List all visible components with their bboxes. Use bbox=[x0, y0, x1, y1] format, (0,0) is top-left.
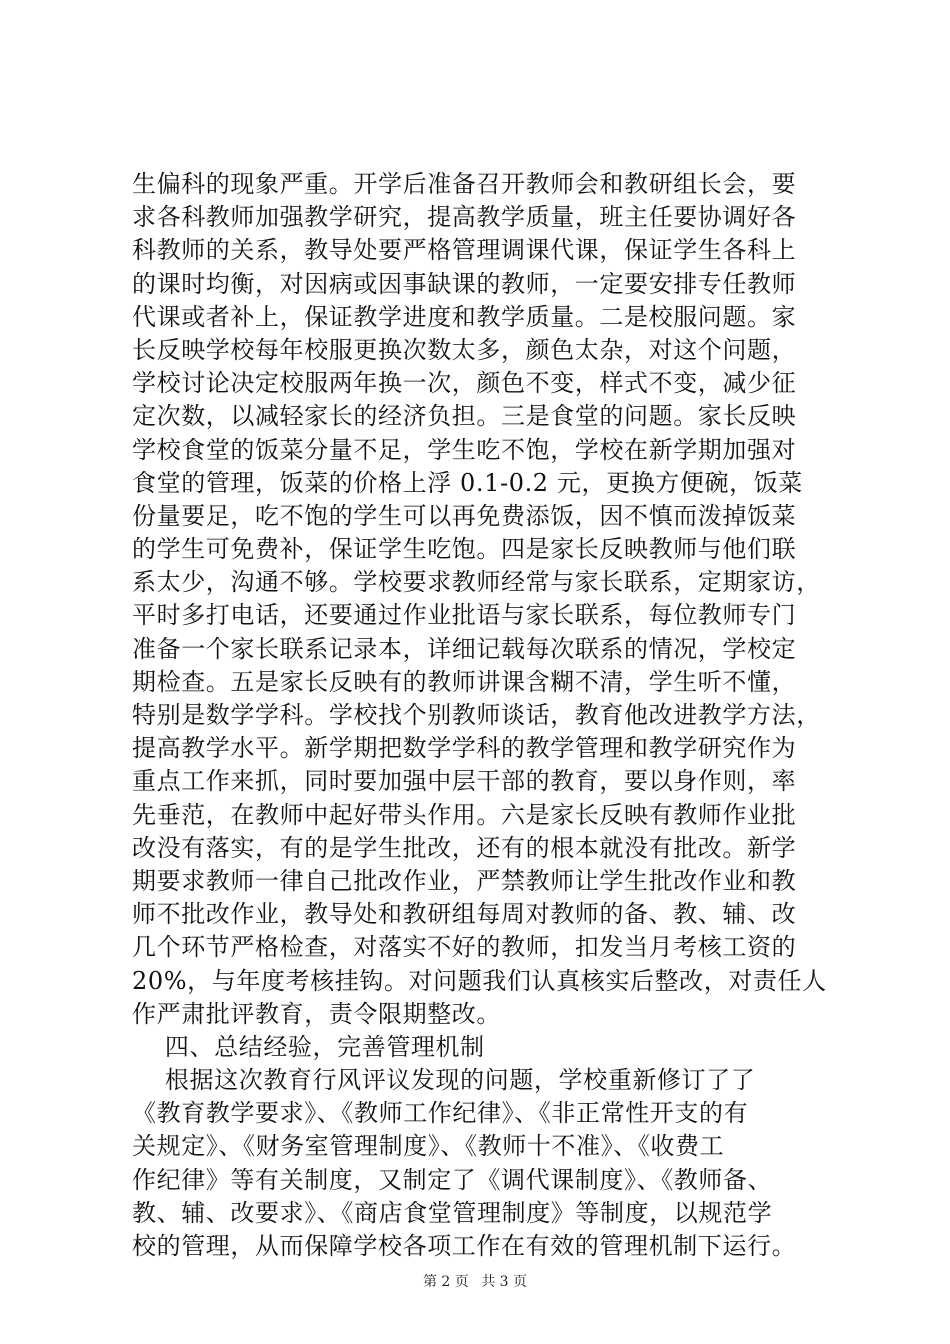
text-line: 求各科教师加强教学研究，提高教学质量，班主任要协调好各 bbox=[132, 203, 797, 232]
section-heading: 四、总结经验，完善管理机制 bbox=[132, 1032, 485, 1061]
text-line: 平时多打电话，还要通过作业批语与家长联系，每位教师专门 bbox=[132, 601, 797, 630]
text-line: 《教育教学要求》、《教师工作纪律》、《非正常性开支的有 bbox=[132, 1099, 749, 1128]
text-line: 校的管理，从而保障学校各项工作在有效的管理机制下运行。 bbox=[132, 1232, 797, 1260]
text-line: 几个环节严格检查，对落实不好的教师，扣发当月考核工资的 bbox=[132, 933, 797, 962]
text-line: 特别是数学学科。学校找个别教师谈话，教育他改进教学方法， bbox=[132, 701, 821, 729]
page-number: 第 2 页 bbox=[422, 1274, 469, 1290]
text-line: 准备一个家长联系记录本，详细记载每次联系的情况，学校定 bbox=[132, 634, 797, 663]
text-line: 关规定》、《财务室管理制度》、《教师十不准》、《收费工 bbox=[132, 1132, 725, 1161]
text-line: 提高教学水平。新学期把数学学科的教学管理和教学研究作为 bbox=[132, 734, 797, 763]
text-line: 作严肃批评教育，责令限期整改。 bbox=[132, 999, 501, 1028]
text-line: 重点工作来抓，同时要加强中层干部的教育，要以身作则，率 bbox=[132, 767, 797, 796]
text-line: 期检查。五是家长反映有的教师讲课含糊不清，学生听不懂， bbox=[132, 667, 797, 696]
text-line: 的学生可免费补，保证学生吃饱。四是家长反映教师与他们联 bbox=[132, 535, 797, 564]
page-footer bbox=[0, 1271, 950, 1291]
text-line: 20%，与年度考核挂钩。对问题我们认真核实后整改，对责任人 bbox=[132, 966, 827, 995]
text-line: 科教师的关系，教导处要严格管理调课代课，保证学生各科上 bbox=[132, 236, 797, 265]
text-line: 食堂的管理，饭菜的价格上浮 0.1-0.2 元，更换方便碗，饭菜 bbox=[132, 468, 803, 497]
text-line: 改没有落实，有的是学生批改，还有的根本就没有批改。新学 bbox=[132, 833, 797, 862]
text-line: 作纪律》等有关制度，又制定了《调代课制度》、《教师备、 bbox=[132, 1165, 773, 1194]
text-line: 长反映学校每年校服更换次数太多，颜色太杂，对这个问题， bbox=[132, 335, 797, 364]
document-body bbox=[132, 168, 832, 1263]
text-line: 代课或者补上，保证教学进度和教学质量。二是校服问题。家 bbox=[132, 302, 797, 331]
text-line: 教、辅、改要求》、《商店食堂管理制度》等制度，以规范学 bbox=[132, 1198, 773, 1227]
text-line: 生偏科的现象严重。开学后准备召开教师会和教研组长会，要 bbox=[132, 170, 797, 198]
text-line: 定次数，以减轻家长的经济负担。三是食堂的问题。家长反映 bbox=[132, 402, 797, 431]
text-line: 师不批改作业，教导处和教研组每周对教师的备、教、辅、改 bbox=[132, 900, 797, 929]
text-line: 的课时均衡，对因病或因事缺课的教师，一定要安排专任教师 bbox=[132, 269, 797, 298]
text-line: 根据这次教育行风评议发现的问题，学校重新修订了了 bbox=[132, 1066, 756, 1095]
text-line: 份量要足，吃不饱的学生可以再免费添饭，因不慎而泼掉饭菜 bbox=[132, 501, 797, 530]
text-line: 学校食堂的饭菜分量不足，学生吃不饱，学校在新学期加强对 bbox=[132, 435, 797, 464]
text-line: 先垂范，在教师中起好带头作用。六是家长反映有教师作业批 bbox=[132, 800, 797, 829]
text-line: 学校讨论决定校服两年换一次，颜色不变，样式不变，减少征 bbox=[132, 369, 797, 398]
page-total: 共 3 页 bbox=[481, 1274, 528, 1290]
text-line: 期要求教师一律自己批改作业，严禁教师让学生批改作业和教 bbox=[132, 866, 797, 895]
text-line: 系太少，沟通不够。学校要求教师经常与家长联系，定期家访， bbox=[132, 568, 821, 597]
